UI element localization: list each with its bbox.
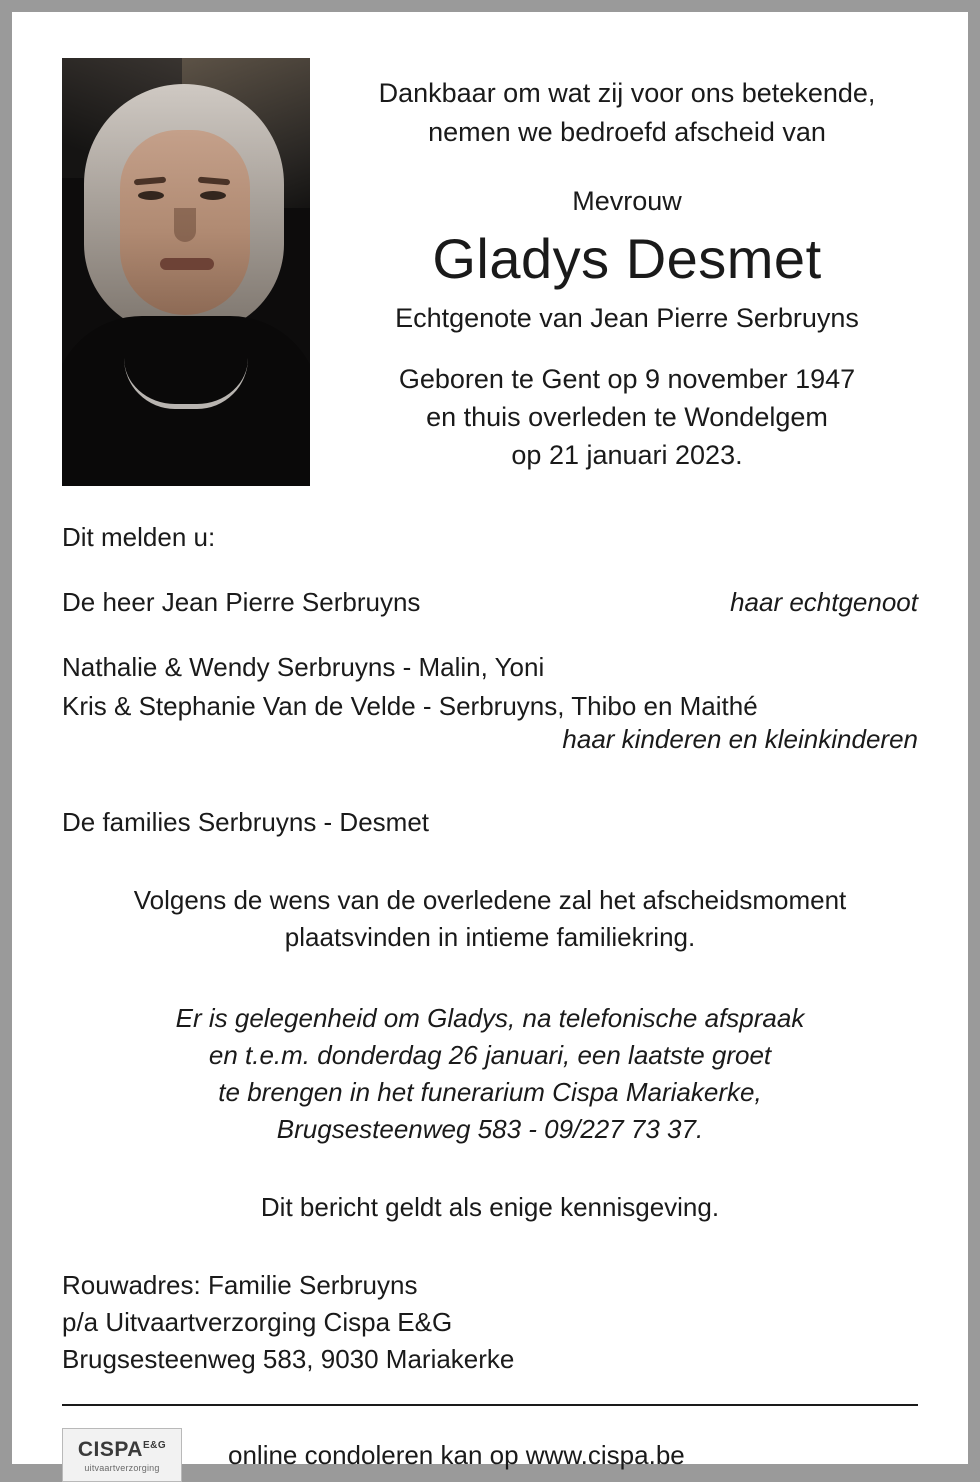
body-section xyxy=(62,522,918,1482)
mourning-address-line-1: Rouwadres: Familie Serbruyns xyxy=(62,1270,418,1300)
cispa-logo xyxy=(62,1428,182,1482)
ceremony-line-1: Volgens de wens van de overledene zal het afscheidsmoment xyxy=(133,885,847,915)
visiting-line-1: Er is gelegenheid om Gladys, na telefonische afspraak xyxy=(175,1003,805,1033)
card-inner xyxy=(12,12,968,1473)
logo-wordmark xyxy=(78,1438,166,1462)
intro-line-2: nemen we bedroefd afscheid van xyxy=(428,117,826,147)
mourning-address-line-2: p/a Uitvaartverzorging Cispa E&G xyxy=(62,1307,453,1337)
deceased-name: Gladys Desmet xyxy=(432,227,822,290)
family-relation: haar echtgenoot xyxy=(730,587,918,617)
spouse-line: Echtgenote van Jean Pierre Serbruyns xyxy=(395,303,859,333)
notice-line: Dit bericht geldt als enige kennisgeving. xyxy=(260,1192,720,1222)
family-row-spouse xyxy=(62,587,918,618)
footer-divider xyxy=(62,1404,918,1406)
birth-line-3: op 21 januari 2023. xyxy=(511,440,743,470)
footer-section xyxy=(62,1428,918,1482)
visiting-line-4: Brugsesteenweg 583 - 09/227 73 37. xyxy=(276,1114,704,1144)
family-row-children-1: Nathalie & Wendy Serbruyns - Malin, Yoni xyxy=(62,652,545,682)
visiting-line-2: en t.e.m. donderdag 26 januari, een laatste groet xyxy=(208,1040,772,1070)
logo-main-text: CISPA xyxy=(77,1437,143,1461)
logo-sup-text: E&G xyxy=(142,1439,167,1451)
birth-line-1: Geboren te Gent op 9 november 1947 xyxy=(398,364,856,394)
portrait-photo xyxy=(62,58,310,486)
memorial-card xyxy=(12,12,968,1473)
visiting-line-3: te brengen in het funerarium Cispa Mariakerke, xyxy=(218,1077,762,1107)
family-row-families: De families Serbruyns - Desmet xyxy=(62,807,429,837)
birth-line-2: en thuis overleden te Wondelgem xyxy=(426,402,828,432)
family-name: De heer Jean Pierre Serbruyns xyxy=(62,587,421,617)
announce-label: Dit melden u: xyxy=(62,522,216,552)
family-row-children-2: Kris & Stephanie Van de Velde - Serbruyns, Thibo en Maithé xyxy=(62,691,758,721)
family-relation-children: haar kinderen en kleinkinderen xyxy=(562,724,918,754)
logo-subtitle: uitvaartverzorging xyxy=(84,1462,160,1473)
mourning-address-line-3: Brugsesteenweg 583, 9030 Mariakerke xyxy=(62,1344,515,1374)
header-text xyxy=(310,58,918,474)
header-section xyxy=(62,58,918,486)
intro-line-1: Dankbaar om wat zij voor ons betekende, xyxy=(378,78,876,108)
condolence-text: online condoleren kan op www.cispa.be xyxy=(228,1439,685,1470)
ceremony-line-2: plaatsvinden in intieme familiekring. xyxy=(284,922,696,952)
honorific: Mevrouw xyxy=(572,186,682,216)
